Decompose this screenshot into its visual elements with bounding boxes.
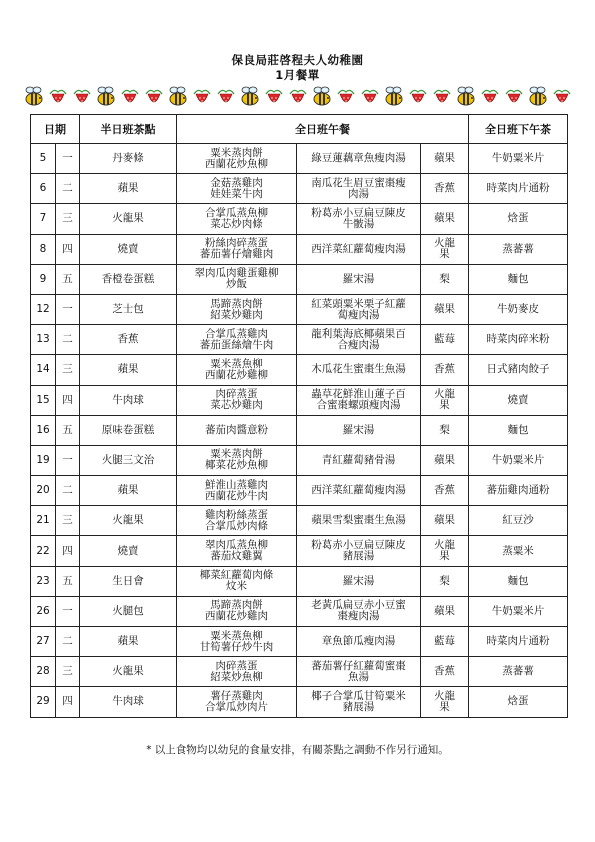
snack-cell: 火腿三文治 [80,445,177,475]
table-header-row [31,115,568,144]
strawberry-icon [358,84,382,108]
lunch-cell: 翠肉瓜肉雞蛋雞柳 炒飯 [177,264,297,294]
header-date: 日期 [31,115,80,144]
date-cell: 7 [31,204,56,234]
menu-table [30,114,568,718]
soup-cell: 南瓜花生眉豆蜜棗瘦 肉湯 [297,174,421,204]
weekday-cell: 二 [56,627,80,657]
fruit-cell: 火龍 果 [421,536,469,566]
table-row [31,234,568,264]
weekday-cell: 一 [56,144,80,174]
table-row [31,627,568,657]
table-row [31,385,568,415]
strawberry-icon [190,84,214,108]
fruit-cell: 藍莓 [421,325,469,355]
soup-cell: 青紅蘿蔔豬骨湯 [297,445,421,475]
date-cell: 19 [31,445,56,475]
table-row [31,536,568,566]
afternoon-tea-cell: 時菜肉片通粉 [469,627,568,657]
snack-cell: 火龍果 [80,657,177,687]
lunch-cell: 合掌瓜蒸雞肉 蕃茄蛋絲燴牛肉 [177,325,297,355]
soup-cell: 粉葛赤小豆扁豆陳皮 豬展湯 [297,536,421,566]
lunch-cell: 粟米蒸魚柳 甘筍薯仔炒牛肉 [177,627,297,657]
lunch-cell: 椰菜紅蘿蔔肉條 炆米 [177,566,297,596]
afternoon-tea-cell: 牛奶粟米片 [469,445,568,475]
strawberry-icon [502,84,526,108]
table-row [31,687,568,717]
weekday-cell: 一 [56,294,80,324]
weekday-cell: 四 [56,234,80,264]
table-row [31,657,568,687]
afternoon-tea-cell: 時菜肉片通粉 [469,174,568,204]
lunch-cell: 粟米蒸魚柳 西蘭花炒雞柳 [177,355,297,385]
strawberry-icon [46,84,70,108]
table-row [31,204,568,234]
soup-cell: 羅宋湯 [297,264,421,294]
lunch-cell: 粟米蒸肉餅 椰菜花炒魚柳 [177,445,297,475]
soup-cell: 綠豆蓮藕章魚瘦肉湯 [297,144,421,174]
afternoon-tea-cell: 牛奶麥皮 [469,294,568,324]
lunch-cell: 金菇蒸雞肉 娃娃菜牛肉 [177,174,297,204]
afternoon-tea-cell: 焓蛋 [469,687,568,717]
weekday-cell: 二 [56,174,80,204]
soup-cell: 羅宋湯 [297,566,421,596]
afternoon-tea-cell: 麵包 [469,415,568,445]
table-row [31,294,568,324]
strawberry-icon [478,84,502,108]
snack-cell: 蘋果 [80,355,177,385]
afternoon-tea-cell: 蒸蕃薯 [469,657,568,687]
lunch-cell: 肉碎蒸蛋 紹菜炒魚柳 [177,657,297,687]
snack-cell: 火龍果 [80,506,177,536]
snack-cell: 火腿包 [80,596,177,626]
strawberry-icon [406,84,430,108]
soup-cell: 羅宋湯 [297,415,421,445]
snack-cell: 蘋果 [80,476,177,506]
snack-cell: 香橙卷蛋糕 [80,264,177,294]
weekday-cell: 三 [56,657,80,687]
fruit-cell: 梨 [421,566,469,596]
strawberry-icon [262,84,286,108]
afternoon-tea-cell: 蒸粟米 [469,536,568,566]
bee-icon [310,84,334,108]
afternoon-tea-cell: 紅豆沙 [469,506,568,536]
footer-note: * 以上食物均以幼兒的食量安排，有關茶點之調動不作另行通知。 [146,744,449,756]
header-afternoon-tea: 全日班下午茶 [469,115,568,144]
strawberry-icon [118,84,142,108]
decorative-border [22,84,574,108]
table-row [31,355,568,385]
date-cell: 23 [31,566,56,596]
date-cell: 21 [31,506,56,536]
afternoon-tea-cell: 時菜肉碎米粉 [469,325,568,355]
fruit-cell: 蘋果 [421,506,469,536]
soup-cell: 章魚節瓜瘦肉湯 [297,627,421,657]
table-row [31,596,568,626]
snack-cell: 香蕉 [80,325,177,355]
date-cell: 27 [31,627,56,657]
snack-cell: 生日會 [80,566,177,596]
fruit-cell: 香蕉 [421,476,469,506]
date-cell: 28 [31,657,56,687]
afternoon-tea-cell: 麵包 [469,264,568,294]
soup-cell: 西洋菜紅蘿蔔瘦肉湯 [297,234,421,264]
soup-cell: 粉葛赤小豆扁豆陳皮 牛骳湯 [297,204,421,234]
soup-cell: 椰子合掌瓜甘筍粟米 豬展湯 [297,687,421,717]
lunch-cell: 蕃茄肉醬意粉 [177,415,297,445]
weekday-cell: 二 [56,476,80,506]
table-row [31,506,568,536]
header-snack: 半日班茶點 [80,115,177,144]
date-cell: 20 [31,476,56,506]
date-cell: 8 [31,234,56,264]
snack-cell: 芝士包 [80,294,177,324]
fruit-cell: 藍莓 [421,627,469,657]
strawberry-icon [142,84,166,108]
fruit-cell: 火龍 果 [421,385,469,415]
table-row [31,325,568,355]
lunch-cell: 翠肉瓜蒸魚柳 蕃茄炆雞翼 [177,536,297,566]
date-cell: 15 [31,385,56,415]
page-subtitle: 1月餐單 [275,68,320,82]
weekday-cell: 二 [56,325,80,355]
snack-cell: 蘋果 [80,174,177,204]
afternoon-tea-cell: 蒸蕃薯 [469,234,568,264]
snack-cell: 牛肉球 [80,687,177,717]
afternoon-tea-cell: 焓蛋 [469,204,568,234]
table-row [31,445,568,475]
fruit-cell: 蘋果 [421,596,469,626]
header-lunch: 全日班午餐 [177,115,469,144]
soup-cell: 木瓜花生蜜棗生魚湯 [297,355,421,385]
date-cell: 26 [31,596,56,626]
weekday-cell: 四 [56,385,80,415]
strawberry-icon [550,84,574,108]
date-cell: 5 [31,144,56,174]
soup-cell: 龍利葉海底椰蘋果百 合瘦肉湯 [297,325,421,355]
bee-icon [526,84,550,108]
soup-cell: 蟲草花鮮淮山蓮子百 合蜜棗螺頭瘦肉湯 [297,385,421,415]
lunch-cell: 肉碎蒸蛋 菜芯炒雞肉 [177,385,297,415]
lunch-cell: 粟米蒸肉餅 西蘭花炒魚柳 [177,144,297,174]
afternoon-tea-cell: 蕃茄雞肉通粉 [469,476,568,506]
table-row [31,144,568,174]
fruit-cell: 梨 [421,415,469,445]
weekday-cell: 四 [56,687,80,717]
weekday-cell: 五 [56,264,80,294]
date-cell: 22 [31,536,56,566]
afternoon-tea-cell: 日式豬肉餃子 [469,355,568,385]
date-cell: 6 [31,174,56,204]
lunch-cell: 雞肉粉絲蒸蛋 合掌瓜炒肉條 [177,506,297,536]
snack-cell: 牛肉球 [80,385,177,415]
bee-icon [382,84,406,108]
page-title: 保良局莊啓程夫人幼稚園 [231,53,364,67]
soup-cell: 西洋菜紅蘿蔔瘦肉湯 [297,476,421,506]
strawberry-icon [334,84,358,108]
weekday-cell: 一 [56,445,80,475]
snack-cell: 燒賣 [80,536,177,566]
date-cell: 14 [31,355,56,385]
date-cell: 13 [31,325,56,355]
weekday-cell: 一 [56,596,80,626]
snack-cell: 蘋果 [80,627,177,657]
fruit-cell: 香蕉 [421,657,469,687]
fruit-cell: 蘋果 [421,445,469,475]
lunch-cell: 合掌瓜蒸魚柳 菜芯炒肉條 [177,204,297,234]
afternoon-tea-cell: 燒賣 [469,385,568,415]
weekday-cell: 三 [56,355,80,385]
weekday-cell: 三 [56,506,80,536]
soup-cell: 蘋果雪梨蜜棗生魚湯 [297,506,421,536]
lunch-cell: 鮮淮山蒸雞肉 西蘭花炒牛肉 [177,476,297,506]
date-cell: 9 [31,264,56,294]
date-cell: 16 [31,415,56,445]
fruit-cell: 蘋果 [421,294,469,324]
table-row [31,476,568,506]
date-cell: 29 [31,687,56,717]
table-row [31,174,568,204]
snack-cell: 丹麥條 [80,144,177,174]
date-cell: 12 [31,294,56,324]
weekday-cell: 三 [56,204,80,234]
bee-icon [454,84,478,108]
afternoon-tea-cell: 牛奶粟米片 [469,596,568,626]
strawberry-icon [70,84,94,108]
fruit-cell: 火龍 果 [421,687,469,717]
fruit-cell: 香蕉 [421,174,469,204]
fruit-cell: 蘋果 [421,204,469,234]
weekday-cell: 五 [56,415,80,445]
bee-icon [22,84,46,108]
table-row [31,566,568,596]
strawberry-icon [214,84,238,108]
fruit-cell: 蘋果 [421,144,469,174]
fruit-cell: 梨 [421,264,469,294]
snack-cell: 燒賣 [80,234,177,264]
lunch-cell: 馬蹄蒸肉餅 紹菜炒雞肉 [177,294,297,324]
snack-cell: 原味卷蛋糕 [80,415,177,445]
bee-icon [94,84,118,108]
snack-cell: 火龍果 [80,204,177,234]
weekday-cell: 五 [56,566,80,596]
soup-cell: 紅菜頭粟米栗子紅蘿 蔔瘦肉湯 [297,294,421,324]
lunch-cell: 馬蹄蒸肉餅 西蘭花炒雞肉 [177,596,297,626]
afternoon-tea-cell: 牛奶粟米片 [469,144,568,174]
strawberry-icon [286,84,310,108]
fruit-cell: 火龍 果 [421,234,469,264]
weekday-cell: 四 [56,536,80,566]
fruit-cell: 香蕉 [421,355,469,385]
bee-icon [166,84,190,108]
bee-icon [238,84,262,108]
lunch-cell: 粉絲肉碎蒸蛋 蕃茄薯仔燴雞肉 [177,234,297,264]
table-row [31,264,568,294]
soup-cell: 老黃瓜扁豆赤小豆蜜 棗瘦肉湯 [297,596,421,626]
soup-cell: 蕃茄薯仔紅蘿蔔蜜棗 魚湯 [297,657,421,687]
afternoon-tea-cell: 麵包 [469,566,568,596]
lunch-cell: 薯仔蒸雞肉 合掌瓜炒肉片 [177,687,297,717]
strawberry-icon [430,84,454,108]
table-row [31,415,568,445]
